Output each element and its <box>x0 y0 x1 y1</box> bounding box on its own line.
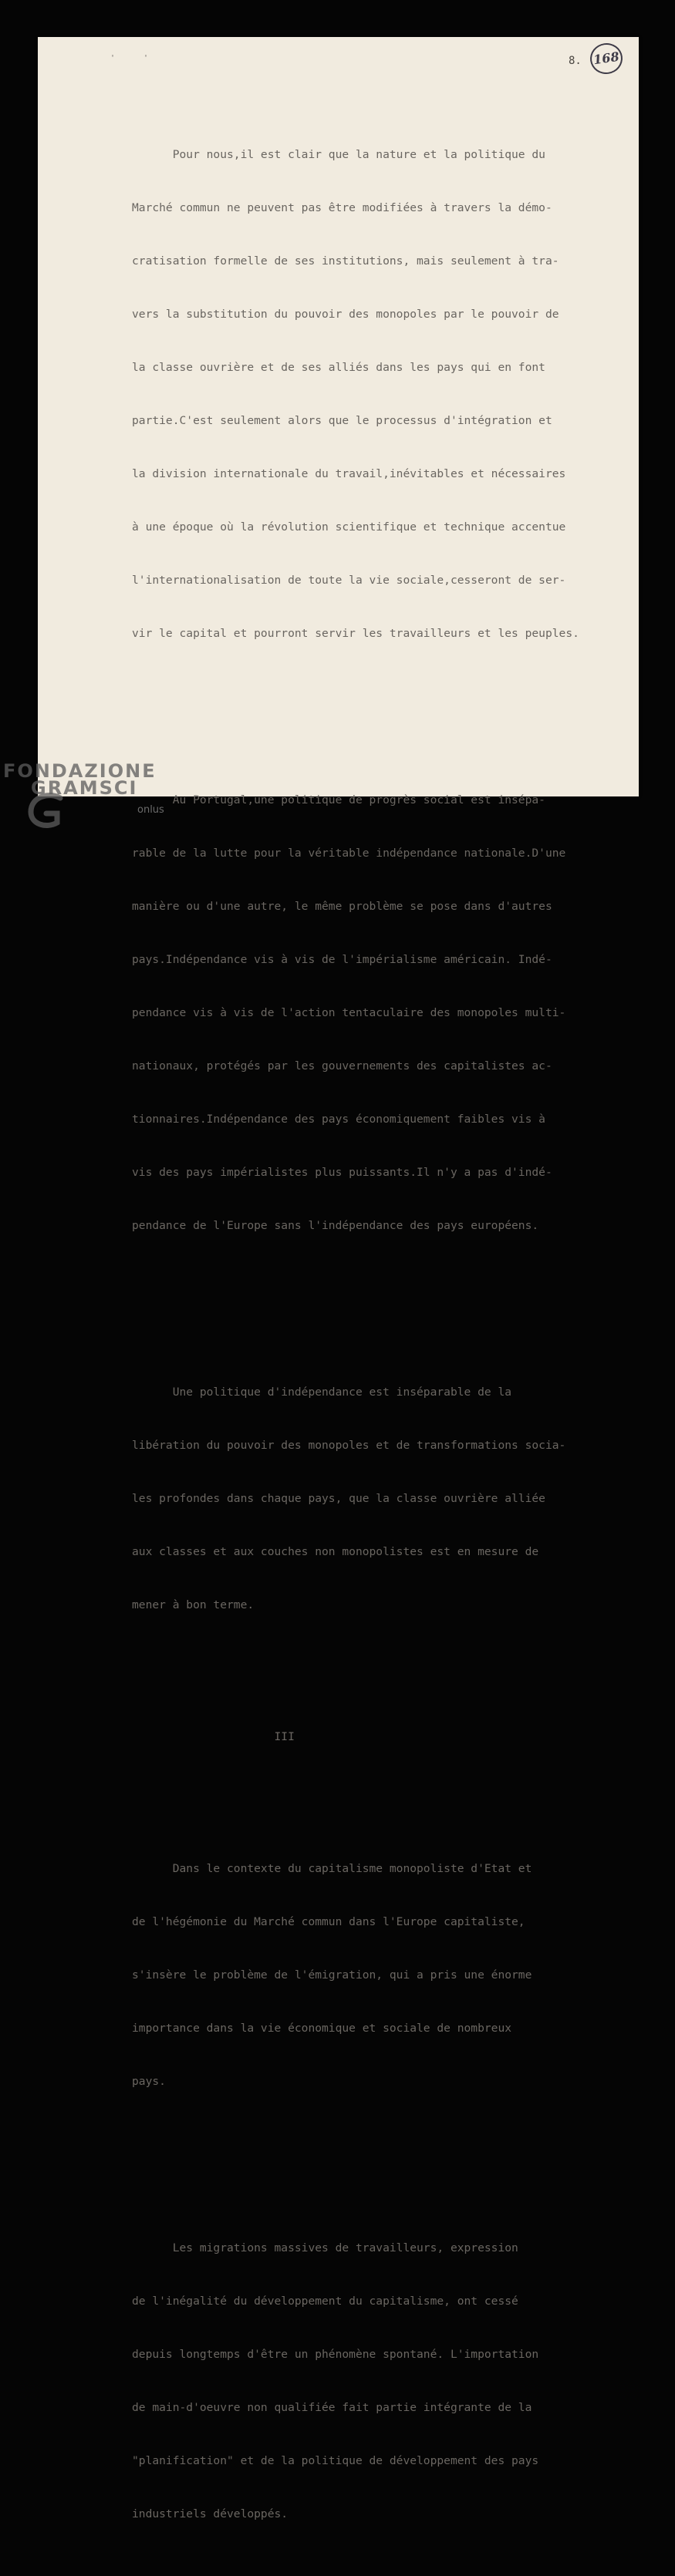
text-line: rable de la lutte pour la véritable indépendance nationale.D'une <box>132 847 566 860</box>
text-line: libération du pouvoir des monopoles et de transformations socia- <box>132 1439 566 1452</box>
text-line: depuis longtemps d'être un phénomène spontané. L'importation <box>132 2348 539 2361</box>
paragraph <box>132 2204 626 2558</box>
text-line: de l'hégémonie du Marché commun dans l'Europe capitaliste, <box>132 1915 525 1928</box>
text-line: manière ou d'une autre, le même problème se pose dans d'autres <box>132 900 552 913</box>
text-line: Marché commun ne peuvent pas être modifiées à travers la démo- <box>132 201 552 214</box>
text-line: nationaux, protégés par les gouvernements des capitalistes ac- <box>132 1059 552 1072</box>
page-number: 8. <box>569 55 582 67</box>
text-line: Dans le contexte du capitalisme monopoliste d'Etat et <box>132 1862 532 1875</box>
text-line: partie.C'est seulement alors que le processus d'intégration et <box>132 414 552 427</box>
watermark-subtitle: GRAMSCI <box>31 777 138 799</box>
typewritten-body <box>132 75 626 2576</box>
paragraph <box>132 1824 626 2126</box>
text-line: pendance de l'Europe sans l'indépendance des pays européens. <box>132 1219 539 1232</box>
text-line: aux classes et aux couches non monopolistes est en mesure de <box>132 1545 539 1558</box>
section-heading-text: III <box>274 1730 295 1743</box>
text-line: tionnaires.Indépendance des pays économiquement faibles vis à <box>132 1113 545 1126</box>
text-line: Pour nous,il est clair que la nature et la politique du <box>132 148 545 161</box>
text-line: importance dans la vie économique et sociale de nombreux <box>132 2022 512 2035</box>
text-line: vers la substitution du pouvoir des monopoles par le pouvoir de <box>132 308 559 321</box>
text-line: pays. <box>132 2075 166 2088</box>
text-line: Au Portugal,une politique de progrès social est insépa- <box>132 793 545 806</box>
watermark-title: FONDAZIONE <box>3 760 157 782</box>
text-line: de l'inégalité du développement du capitalisme, ont cessé <box>132 2295 518 2308</box>
gramsci-logo-icon <box>26 790 76 830</box>
archive-number-stamp: 168 <box>588 41 624 76</box>
text-line: Une politique d'indépendance est inséparable de la <box>132 1386 512 1399</box>
text-line: vir le capital et pourront servir les travailleurs et les peuples. <box>132 627 579 640</box>
paragraph <box>132 756 626 1270</box>
text-line: à une époque où la révolution scientifique et technique accentue <box>132 520 566 534</box>
text-line: "planification" et de la politique de développement des pays <box>132 2454 539 2467</box>
text-line: s'insère le problème de l'émigration, qui a pris une énorme <box>132 1968 532 1982</box>
text-line: les profondes dans chaque pays, que la classe ouvrière alliée <box>132 1492 545 1505</box>
text-line: l'internationalisation de toute la vie sociale,cesseront de ser- <box>132 574 566 587</box>
text-line: Les migrations massives de travailleurs, expression <box>132 2241 518 2254</box>
text-line: de main-d'oeuvre non qualifiée fait partie intégrante de la <box>132 2401 532 2414</box>
section-heading <box>132 1728 626 1746</box>
paragraph <box>132 1348 626 1649</box>
text-line: pays.Indépendance vis à vis de l'impérialisme américain. Indé- <box>132 953 552 966</box>
paper-mark: ' <box>110 54 116 62</box>
text-line: industriels développés. <box>132 2507 289 2520</box>
text-line: pendance vis à vis de l'action tentaculaire des monopoles multi- <box>132 1006 566 1019</box>
text-line: mener à bon terme. <box>132 1598 255 1611</box>
text-line: cratisation formelle de ses institutions, mais seulement à tra- <box>132 254 559 268</box>
paper-mark: ' <box>143 54 149 62</box>
text-line: vis des pays impérialistes plus puissants.Il n'y a pas d'indé- <box>132 1166 552 1179</box>
text-line: la division internationale du travail,inévitables et nécessaires <box>132 467 566 480</box>
text-line: la classe ouvrière et de ses alliés dans les pays qui en font <box>132 361 545 374</box>
paragraph <box>132 110 626 678</box>
watermark-suffix: onlus <box>137 804 164 816</box>
